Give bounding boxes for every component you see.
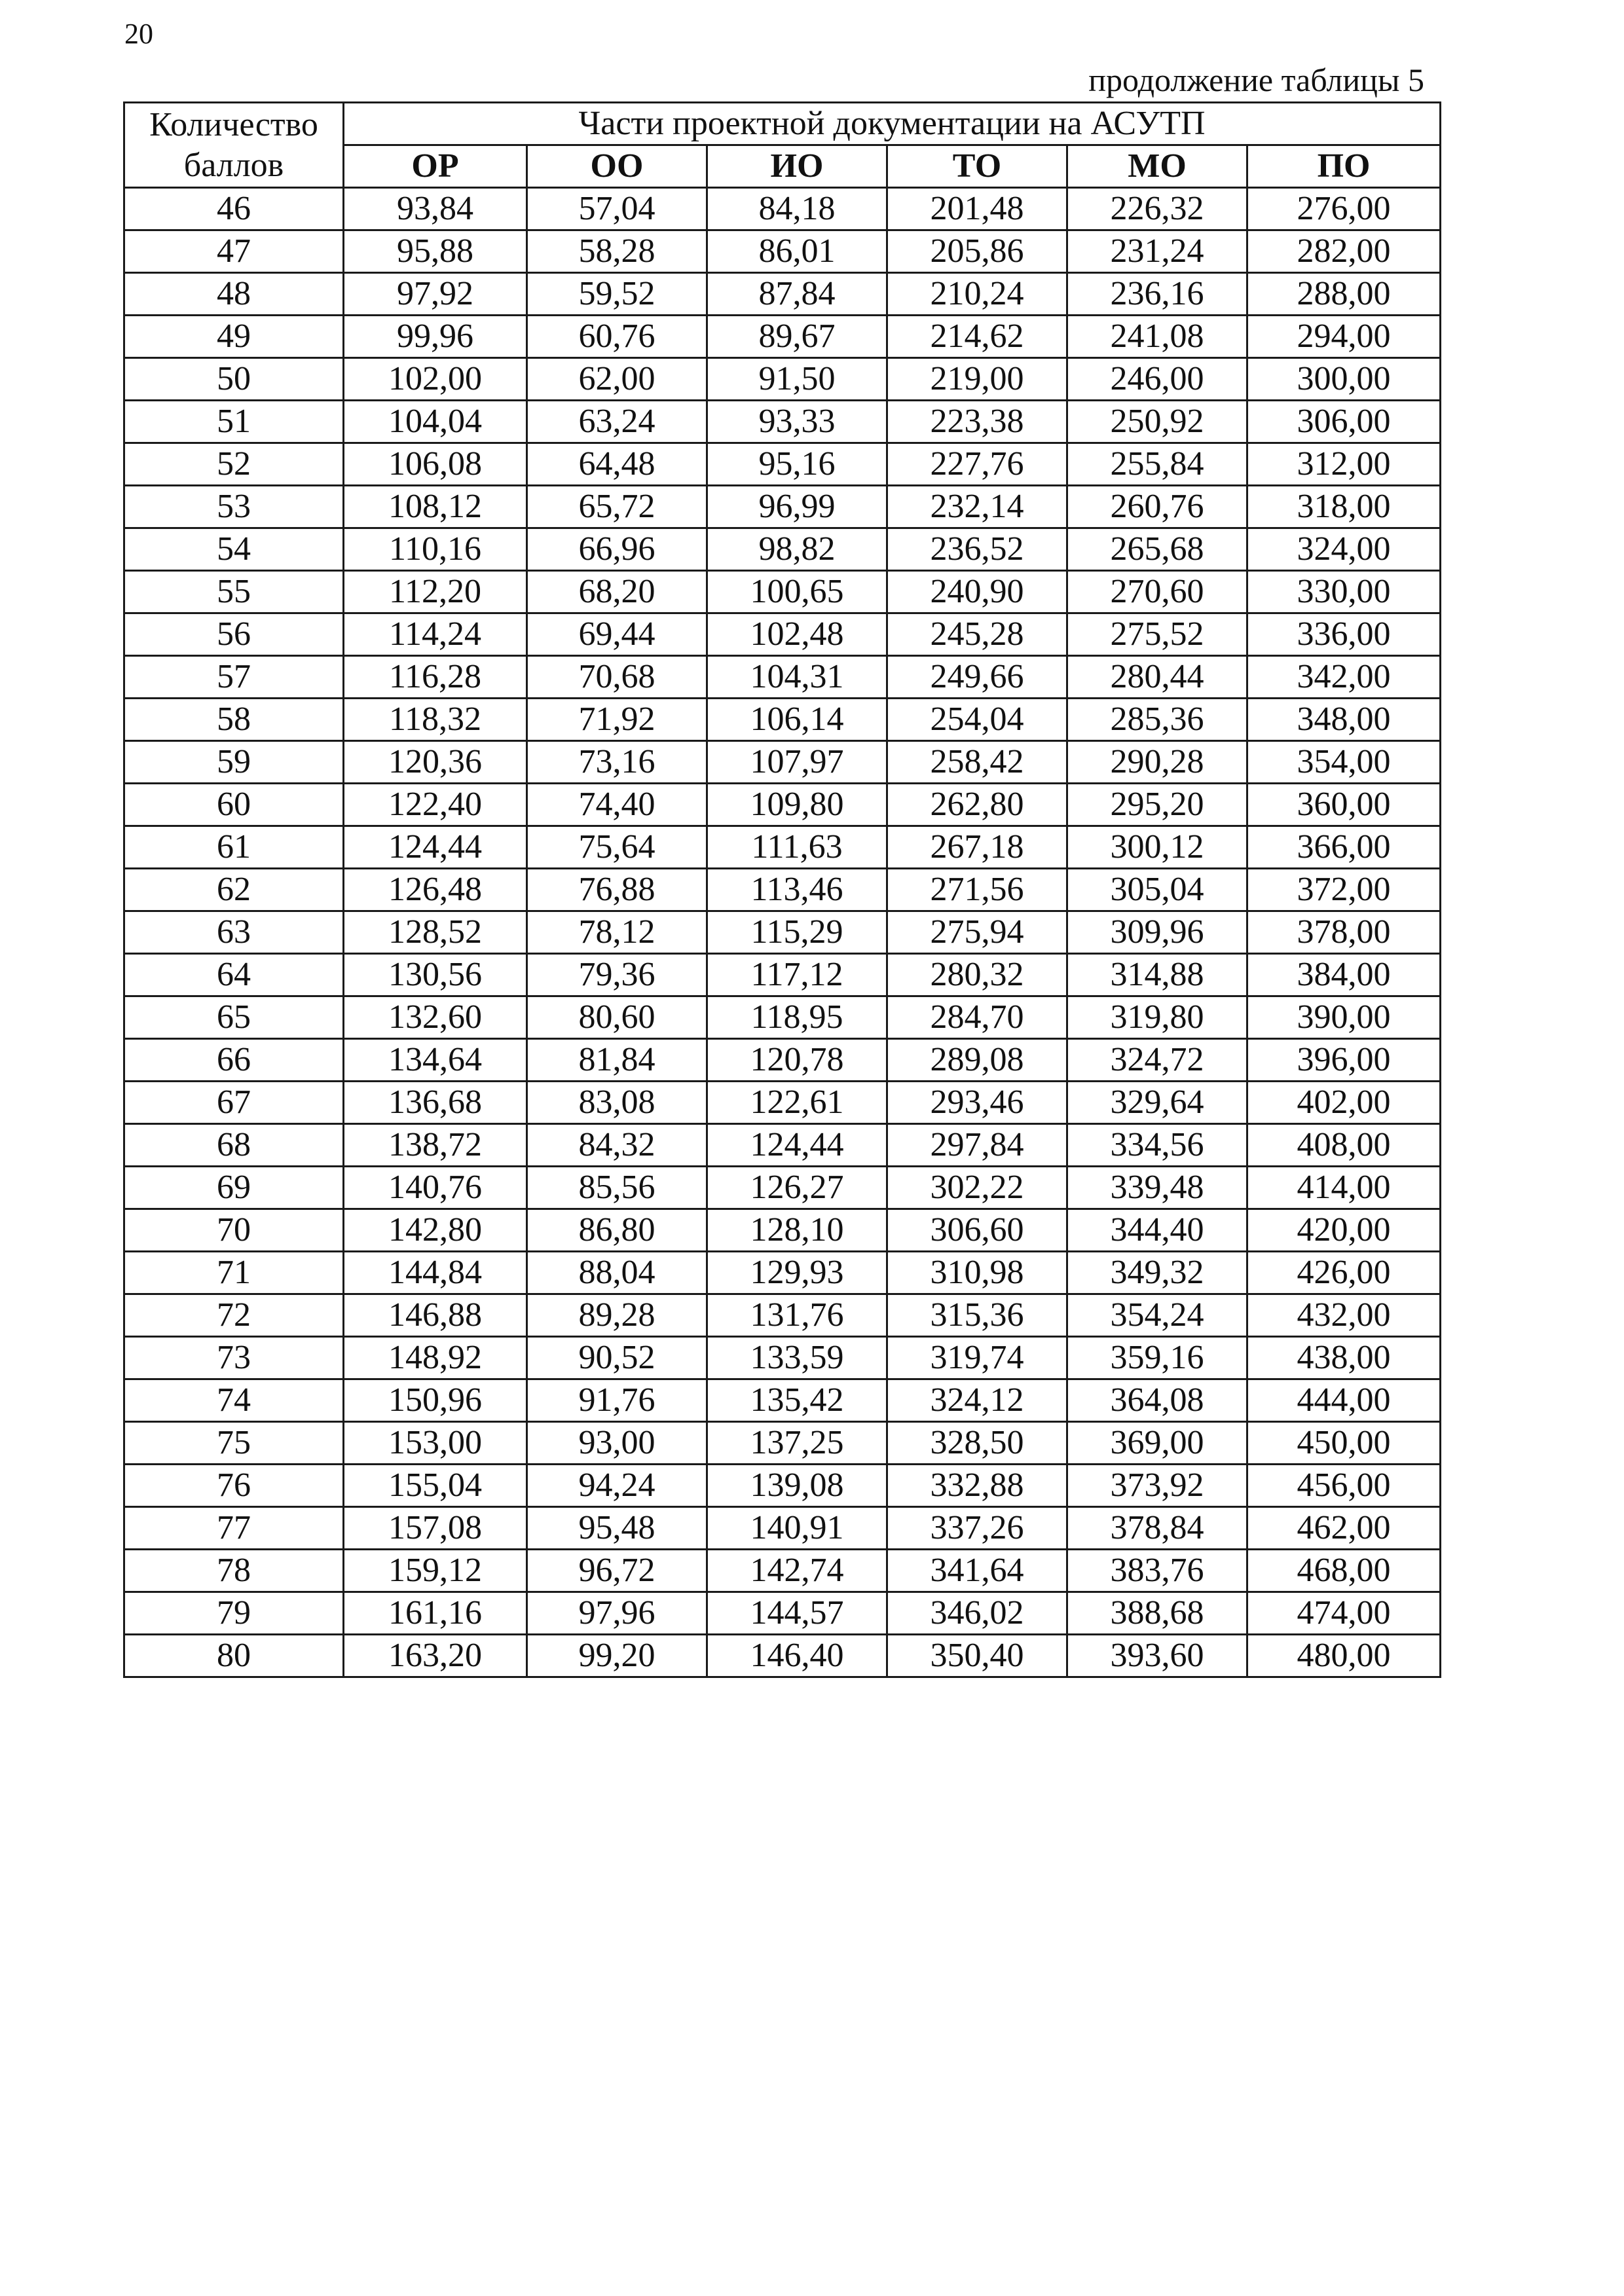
table-row [124, 1379, 1441, 1422]
cell-oo: 84,32 [527, 1124, 707, 1167]
cell-io: 84,18 [707, 188, 887, 230]
column-header-to: ТО [887, 145, 1067, 188]
cell-to: 297,84 [887, 1124, 1067, 1167]
cell-io: 122,61 [707, 1082, 887, 1124]
cell-mo: 236,16 [1067, 273, 1247, 316]
cell-points: 54 [124, 528, 344, 571]
cell-or: 136,68 [344, 1082, 527, 1124]
cell-to: 262,80 [887, 784, 1067, 826]
table-row [124, 1635, 1441, 1677]
cell-to: 267,18 [887, 826, 1067, 869]
cell-io: 118,95 [707, 996, 887, 1039]
cell-po: 312,00 [1247, 443, 1441, 486]
cell-io: 106,14 [707, 699, 887, 741]
cell-oo: 70,68 [527, 656, 707, 699]
cell-mo: 280,44 [1067, 656, 1247, 699]
cell-io: 104,31 [707, 656, 887, 699]
cell-io: 128,10 [707, 1209, 887, 1252]
cell-mo: 314,88 [1067, 954, 1247, 996]
cell-points: 76 [124, 1465, 344, 1507]
cell-po: 300,00 [1247, 358, 1441, 401]
cell-or: 130,56 [344, 954, 527, 996]
cell-io: 95,16 [707, 443, 887, 486]
points-column-header [124, 103, 344, 188]
cell-io: 140,91 [707, 1507, 887, 1550]
cell-io: 86,01 [707, 230, 887, 273]
cell-mo: 354,24 [1067, 1294, 1247, 1337]
table-row [124, 316, 1441, 358]
cell-to: 258,42 [887, 741, 1067, 784]
cell-to: 315,36 [887, 1294, 1067, 1337]
cell-to: 201,48 [887, 188, 1067, 230]
column-header-or: ОР [344, 145, 527, 188]
column-header-po: ПО [1247, 145, 1441, 188]
cell-points: 74 [124, 1379, 344, 1422]
cell-mo: 226,32 [1067, 188, 1247, 230]
table-body [124, 188, 1441, 1677]
table-row [124, 1167, 1441, 1209]
table-row [124, 273, 1441, 316]
cell-io: 115,29 [707, 911, 887, 954]
cell-oo: 57,04 [527, 188, 707, 230]
points-header-line-2: баллов [183, 146, 284, 184]
cell-or: 114,24 [344, 613, 527, 656]
cell-points: 79 [124, 1592, 344, 1635]
cell-mo: 285,36 [1067, 699, 1247, 741]
cell-points: 68 [124, 1124, 344, 1167]
cell-mo: 305,04 [1067, 869, 1247, 911]
table-row [124, 699, 1441, 741]
cell-po: 426,00 [1247, 1252, 1441, 1294]
cell-to: 205,86 [887, 230, 1067, 273]
table-row [124, 1209, 1441, 1252]
cell-or: 112,20 [344, 571, 527, 613]
table-row [124, 784, 1441, 826]
cell-or: 161,16 [344, 1592, 527, 1635]
cell-io: 113,46 [707, 869, 887, 911]
cell-oo: 69,44 [527, 613, 707, 656]
cell-mo: 324,72 [1067, 1039, 1247, 1082]
cell-io: 91,50 [707, 358, 887, 401]
cell-po: 372,00 [1247, 869, 1441, 911]
cell-io: 100,65 [707, 571, 887, 613]
cell-or: 134,64 [344, 1039, 527, 1082]
cell-oo: 95,48 [527, 1507, 707, 1550]
column-header-io: ИО [707, 145, 887, 188]
cell-mo: 334,56 [1067, 1124, 1247, 1167]
cell-oo: 80,60 [527, 996, 707, 1039]
cell-points: 46 [124, 188, 344, 230]
cell-points: 73 [124, 1337, 344, 1379]
table-row [124, 869, 1441, 911]
cell-points: 65 [124, 996, 344, 1039]
cell-or: 144,84 [344, 1252, 527, 1294]
cell-po: 354,00 [1247, 741, 1441, 784]
cell-points: 52 [124, 443, 344, 486]
cell-to: 324,12 [887, 1379, 1067, 1422]
cell-points: 59 [124, 741, 344, 784]
cell-mo: 260,76 [1067, 486, 1247, 528]
cell-po: 396,00 [1247, 1039, 1441, 1082]
cell-or: 102,00 [344, 358, 527, 401]
cell-or: 104,04 [344, 401, 527, 443]
cell-to: 223,38 [887, 401, 1067, 443]
cell-mo: 329,64 [1067, 1082, 1247, 1124]
cell-oo: 83,08 [527, 1082, 707, 1124]
cell-io: 120,78 [707, 1039, 887, 1082]
table-row [124, 358, 1441, 401]
cell-io: 124,44 [707, 1124, 887, 1167]
cell-mo: 255,84 [1067, 443, 1247, 486]
cell-or: 97,92 [344, 273, 527, 316]
cell-oo: 91,76 [527, 1379, 707, 1422]
cell-oo: 62,00 [527, 358, 707, 401]
cell-po: 306,00 [1247, 401, 1441, 443]
cell-or: 99,96 [344, 316, 527, 358]
cell-io: 96,99 [707, 486, 887, 528]
cell-or: 122,40 [344, 784, 527, 826]
cell-points: 55 [124, 571, 344, 613]
cell-mo: 295,20 [1067, 784, 1247, 826]
cell-po: 444,00 [1247, 1379, 1441, 1422]
cell-oo: 66,96 [527, 528, 707, 571]
cell-io: 146,40 [707, 1635, 887, 1677]
cell-points: 47 [124, 230, 344, 273]
cell-or: 146,88 [344, 1294, 527, 1337]
cell-to: 210,24 [887, 273, 1067, 316]
cell-mo: 319,80 [1067, 996, 1247, 1039]
cell-po: 324,00 [1247, 528, 1441, 571]
cell-to: 227,76 [887, 443, 1067, 486]
cell-to: 249,66 [887, 656, 1067, 699]
table-row [124, 954, 1441, 996]
cell-io: 87,84 [707, 273, 887, 316]
cell-points: 66 [124, 1039, 344, 1082]
cell-to: 306,60 [887, 1209, 1067, 1252]
cell-points: 49 [124, 316, 344, 358]
cell-mo: 359,16 [1067, 1337, 1247, 1379]
cell-or: 153,00 [344, 1422, 527, 1465]
cell-to: 236,52 [887, 528, 1067, 571]
table-row [124, 1507, 1441, 1550]
table-row [124, 1337, 1441, 1379]
cell-po: 402,00 [1247, 1082, 1441, 1124]
cell-oo: 65,72 [527, 486, 707, 528]
cell-po: 336,00 [1247, 613, 1441, 656]
cell-points: 63 [124, 911, 344, 954]
group-header: Части проектной документации на АСУТП [344, 103, 1441, 145]
cell-oo: 79,36 [527, 954, 707, 996]
cell-mo: 393,60 [1067, 1635, 1247, 1677]
column-header-mo: МО [1067, 145, 1247, 188]
cell-oo: 81,84 [527, 1039, 707, 1082]
cell-to: 341,64 [887, 1550, 1067, 1592]
cell-or: 138,72 [344, 1124, 527, 1167]
cell-oo: 94,24 [527, 1465, 707, 1507]
cell-points: 53 [124, 486, 344, 528]
cell-po: 462,00 [1247, 1507, 1441, 1550]
cell-oo: 97,96 [527, 1592, 707, 1635]
cell-po: 450,00 [1247, 1422, 1441, 1465]
cell-points: 56 [124, 613, 344, 656]
cell-or: 128,52 [344, 911, 527, 954]
cell-mo: 388,68 [1067, 1592, 1247, 1635]
cell-points: 51 [124, 401, 344, 443]
cell-to: 302,22 [887, 1167, 1067, 1209]
cell-mo: 290,28 [1067, 741, 1247, 784]
cell-po: 408,00 [1247, 1124, 1441, 1167]
cell-mo: 364,08 [1067, 1379, 1247, 1422]
header-row-top [124, 103, 1441, 145]
table-row [124, 401, 1441, 443]
page-number: 20 [124, 18, 153, 50]
cell-oo: 68,20 [527, 571, 707, 613]
table-row [124, 1039, 1441, 1082]
cell-io: 109,80 [707, 784, 887, 826]
cell-oo: 90,52 [527, 1337, 707, 1379]
cell-points: 71 [124, 1252, 344, 1294]
cell-mo: 383,76 [1067, 1550, 1247, 1592]
table-row [124, 911, 1441, 954]
cell-po: 474,00 [1247, 1592, 1441, 1635]
cell-mo: 369,00 [1067, 1422, 1247, 1465]
cell-io: 98,82 [707, 528, 887, 571]
cell-or: 150,96 [344, 1379, 527, 1422]
cell-oo: 88,04 [527, 1252, 707, 1294]
cell-or: 118,32 [344, 699, 527, 741]
cell-to: 346,02 [887, 1592, 1067, 1635]
cell-points: 80 [124, 1635, 344, 1677]
cell-po: 288,00 [1247, 273, 1441, 316]
cell-io: 131,76 [707, 1294, 887, 1337]
table-row [124, 443, 1441, 486]
cell-or: 116,28 [344, 656, 527, 699]
cell-to: 350,40 [887, 1635, 1067, 1677]
cell-po: 456,00 [1247, 1465, 1441, 1507]
cell-io: 111,63 [707, 826, 887, 869]
cell-oo: 96,72 [527, 1550, 707, 1592]
cell-io: 93,33 [707, 401, 887, 443]
cell-points: 64 [124, 954, 344, 996]
cell-mo: 246,00 [1067, 358, 1247, 401]
cell-or: 140,76 [344, 1167, 527, 1209]
cell-to: 254,04 [887, 699, 1067, 741]
cell-io: 144,57 [707, 1592, 887, 1635]
cell-po: 330,00 [1247, 571, 1441, 613]
table-row [124, 996, 1441, 1039]
cell-or: 163,20 [344, 1635, 527, 1677]
table-row [124, 1294, 1441, 1337]
cell-to: 289,08 [887, 1039, 1067, 1082]
cell-oo: 58,28 [527, 230, 707, 273]
cell-or: 142,80 [344, 1209, 527, 1252]
cell-points: 48 [124, 273, 344, 316]
cell-oo: 99,20 [527, 1635, 707, 1677]
column-header-oo: ОО [527, 145, 707, 188]
cell-io: 117,12 [707, 954, 887, 996]
cell-oo: 93,00 [527, 1422, 707, 1465]
cell-points: 70 [124, 1209, 344, 1252]
cell-mo: 231,24 [1067, 230, 1247, 273]
cell-po: 360,00 [1247, 784, 1441, 826]
cell-po: 366,00 [1247, 826, 1441, 869]
cell-or: 95,88 [344, 230, 527, 273]
cell-po: 282,00 [1247, 230, 1441, 273]
table-row [124, 230, 1441, 273]
table-row [124, 1124, 1441, 1167]
table-row [124, 1082, 1441, 1124]
cell-to: 214,62 [887, 316, 1067, 358]
cell-points: 60 [124, 784, 344, 826]
cell-io: 137,25 [707, 1422, 887, 1465]
cell-or: 155,04 [344, 1465, 527, 1507]
cell-or: 108,12 [344, 486, 527, 528]
cell-mo: 373,92 [1067, 1465, 1247, 1507]
table-row [124, 741, 1441, 784]
cell-mo: 349,32 [1067, 1252, 1247, 1294]
cell-points: 62 [124, 869, 344, 911]
cell-oo: 75,64 [527, 826, 707, 869]
cell-points: 69 [124, 1167, 344, 1209]
cell-io: 102,48 [707, 613, 887, 656]
cell-to: 337,26 [887, 1507, 1067, 1550]
table-row [124, 613, 1441, 656]
table-row [124, 1422, 1441, 1465]
cell-io: 126,27 [707, 1167, 887, 1209]
cell-points: 77 [124, 1507, 344, 1550]
cell-po: 432,00 [1247, 1294, 1441, 1337]
cell-or: 120,36 [344, 741, 527, 784]
cell-points: 50 [124, 358, 344, 401]
cell-mo: 309,96 [1067, 911, 1247, 954]
table-caption: продолжение таблицы 5 [1088, 62, 1424, 98]
cell-oo: 76,88 [527, 869, 707, 911]
cell-oo: 64,48 [527, 443, 707, 486]
table-container [123, 101, 1441, 1678]
cell-io: 107,97 [707, 741, 887, 784]
cell-po: 390,00 [1247, 996, 1441, 1039]
cell-to: 280,32 [887, 954, 1067, 996]
cell-points: 72 [124, 1294, 344, 1337]
table-row [124, 486, 1441, 528]
cell-oo: 59,52 [527, 273, 707, 316]
cell-po: 414,00 [1247, 1167, 1441, 1209]
cell-oo: 73,16 [527, 741, 707, 784]
table-row [124, 571, 1441, 613]
cell-io: 142,74 [707, 1550, 887, 1592]
cell-to: 245,28 [887, 613, 1067, 656]
cell-mo: 250,92 [1067, 401, 1247, 443]
cell-po: 480,00 [1247, 1635, 1441, 1677]
cell-to: 332,88 [887, 1465, 1067, 1507]
table-row [124, 528, 1441, 571]
points-header-line-1: Количество [149, 105, 318, 143]
cell-po: 378,00 [1247, 911, 1441, 954]
cell-points: 75 [124, 1422, 344, 1465]
cell-or: 126,48 [344, 869, 527, 911]
cell-to: 284,70 [887, 996, 1067, 1039]
cell-mo: 275,52 [1067, 613, 1247, 656]
cell-mo: 339,48 [1067, 1167, 1247, 1209]
cell-points: 57 [124, 656, 344, 699]
cell-po: 438,00 [1247, 1337, 1441, 1379]
cell-to: 219,00 [887, 358, 1067, 401]
cell-io: 89,67 [707, 316, 887, 358]
cell-or: 110,16 [344, 528, 527, 571]
table-row [124, 1550, 1441, 1592]
table-row [124, 656, 1441, 699]
cell-points: 61 [124, 826, 344, 869]
cell-po: 318,00 [1247, 486, 1441, 528]
cell-to: 240,90 [887, 571, 1067, 613]
cell-po: 420,00 [1247, 1209, 1441, 1252]
cell-io: 129,93 [707, 1252, 887, 1294]
cell-or: 93,84 [344, 188, 527, 230]
cell-io: 133,59 [707, 1337, 887, 1379]
cell-oo: 60,76 [527, 316, 707, 358]
cell-mo: 300,12 [1067, 826, 1247, 869]
cell-io: 135,42 [707, 1379, 887, 1422]
table-row [124, 1465, 1441, 1507]
cell-mo: 241,08 [1067, 316, 1247, 358]
table-row [124, 188, 1441, 230]
cell-po: 468,00 [1247, 1550, 1441, 1592]
points-table [123, 101, 1441, 1678]
cell-to: 232,14 [887, 486, 1067, 528]
cell-oo: 78,12 [527, 911, 707, 954]
cell-points: 58 [124, 699, 344, 741]
cell-to: 328,50 [887, 1422, 1067, 1465]
cell-points: 78 [124, 1550, 344, 1592]
cell-mo: 265,68 [1067, 528, 1247, 571]
cell-mo: 378,84 [1067, 1507, 1247, 1550]
cell-po: 384,00 [1247, 954, 1441, 996]
cell-to: 293,46 [887, 1082, 1067, 1124]
table-row [124, 1592, 1441, 1635]
table-row [124, 1252, 1441, 1294]
cell-to: 271,56 [887, 869, 1067, 911]
cell-oo: 86,80 [527, 1209, 707, 1252]
cell-or: 124,44 [344, 826, 527, 869]
cell-oo: 74,40 [527, 784, 707, 826]
cell-to: 275,94 [887, 911, 1067, 954]
cell-to: 319,74 [887, 1337, 1067, 1379]
table-row [124, 826, 1441, 869]
cell-oo: 71,92 [527, 699, 707, 741]
cell-points: 67 [124, 1082, 344, 1124]
cell-io: 139,08 [707, 1465, 887, 1507]
table-header [124, 103, 1441, 188]
cell-po: 348,00 [1247, 699, 1441, 741]
cell-or: 157,08 [344, 1507, 527, 1550]
cell-po: 294,00 [1247, 316, 1441, 358]
cell-po: 342,00 [1247, 656, 1441, 699]
cell-to: 310,98 [887, 1252, 1067, 1294]
cell-mo: 270,60 [1067, 571, 1247, 613]
cell-oo: 85,56 [527, 1167, 707, 1209]
cell-or: 106,08 [344, 443, 527, 486]
cell-or: 132,60 [344, 996, 527, 1039]
cell-or: 148,92 [344, 1337, 527, 1379]
cell-mo: 344,40 [1067, 1209, 1247, 1252]
cell-oo: 63,24 [527, 401, 707, 443]
cell-oo: 89,28 [527, 1294, 707, 1337]
cell-po: 276,00 [1247, 188, 1441, 230]
cell-or: 159,12 [344, 1550, 527, 1592]
